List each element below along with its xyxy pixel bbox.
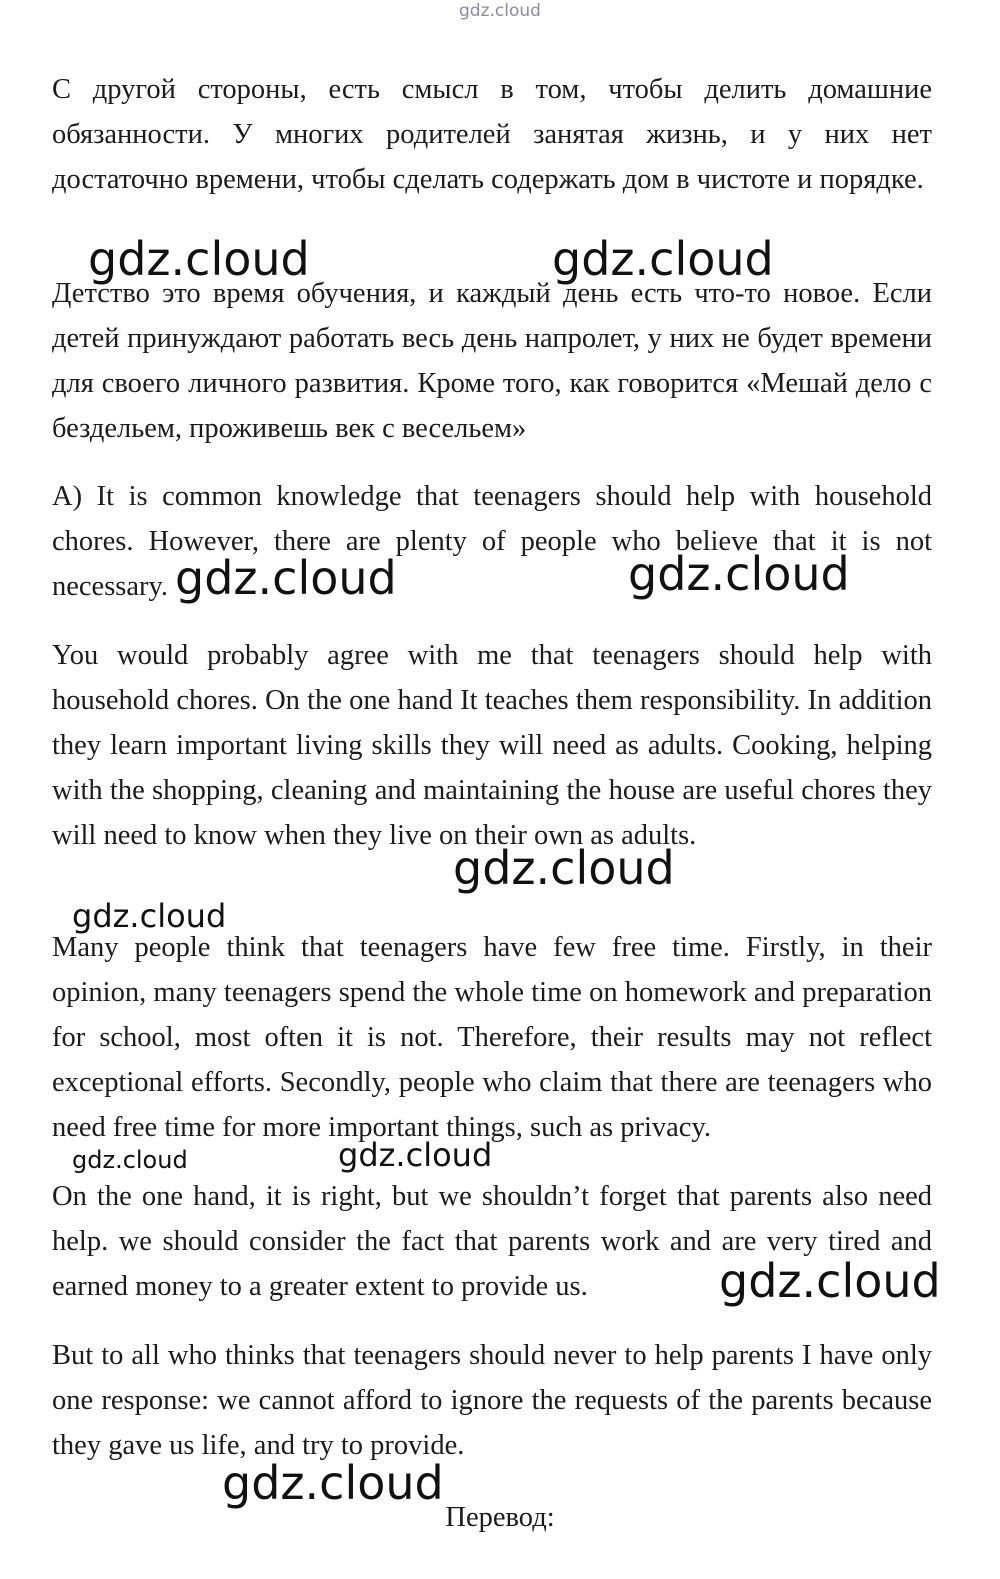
- watermark: gdz.cloud: [552, 232, 774, 286]
- watermark: gdz.cloud: [719, 1254, 941, 1308]
- paragraph-3: A) It is common knowledge that teenagers should help with household chores. However, there are plenty of people who believe that it is not necessary.: [52, 481, 932, 602]
- watermark: gdz.cloud: [72, 1146, 188, 1174]
- watermark: gdz.cloud: [88, 232, 310, 286]
- watermark: gdz.cloud: [72, 897, 227, 935]
- paragraph-7: But to all who thinks that teenagers should never to help parents I have only one response: we cannot afford to ignore the requests of the parents because they gave us life, and try to provide.: [52, 1340, 932, 1461]
- watermark: gdz.cloud: [175, 551, 397, 605]
- watermark: gdz.cloud: [628, 547, 850, 601]
- watermark: gdz.cloud: [338, 1136, 493, 1174]
- watermark: gdz.cloud: [222, 1456, 444, 1510]
- site-header[interactable]: gdz.cloud: [459, 1, 541, 21]
- paragraph-4: You would probably agree with me that teenagers should help with household chores. On the one hand It teaches them responsibility. In addition they learn important living skills they will need as adults. Cooking, helping with the shopping, cleaning and maintaining the house are useful chores they will need to know when they live on their own as adults.: [52, 640, 932, 851]
- paragraph-5: Many people think that teenagers have few free time. Firstly, in their opinion, many teenagers spend the whole time on homework and preparation for school, most often it is not. Therefore, their results may not reflect exceptional efforts. Secondly, people who claim that there are teenagers who need free time for more important things, such as privacy.: [52, 932, 932, 1143]
- paragraph-2: Детство это время обучения, и каждый день есть что-то новое. Если детей принуждают работать весь день напролет, у них не будет времени для своего личного развития. Кроме того, как говорится «Мешай дело с бездельем, проживешь век с весельем»: [52, 278, 932, 444]
- watermark: gdz.cloud: [453, 841, 675, 895]
- paragraph-6: On the one hand, it is right, but we shouldn’t forget that parents also need help. we should consider the fact that parents work and are very tired and earned money to a greater extent to provide us.: [52, 1181, 932, 1302]
- paragraph-1: С другой стороны, есть смысл в том, чтобы делить домашние обязанности. У многих родителей занятая жизнь, и у них нет достаточно времени, чтобы сделать содержать дом в чистоте и порядке.: [52, 74, 932, 195]
- translation-caption: Перевод:: [445, 1502, 555, 1533]
